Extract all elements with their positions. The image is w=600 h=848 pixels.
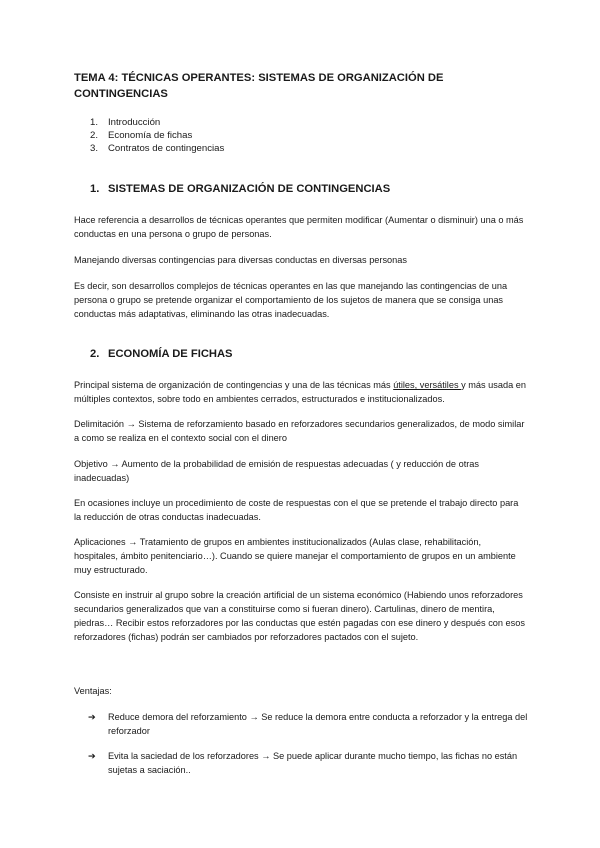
paragraph-text: y más usada en múltiples contextos, sobre todo en ambientes cerrados, estructurados e institucionalizados.	[74, 380, 526, 404]
toc-item-number: 1.	[90, 117, 99, 128]
arrow-bullet-icon: ➔	[88, 712, 96, 722]
toc-item-number: 2.	[90, 130, 99, 141]
paragraph-text: Principal sistema de organización de contingencias y una de las técnicas más	[74, 380, 394, 390]
section-2-paragraph: Aplicaciones → Tratamiento de grupos en ambientes institucionalizados (Aulas clase, rehabilitación, hospitales, ámbito penitenciario…). Cuando se quiere manejar el comportamiento de grupos en un ambiente muy estructurado.	[74, 537, 516, 575]
list-item-text: Reduce demora del reforzamiento → Se reduce la demora entre conducta a reforzador y la entrega del reforzador	[108, 712, 528, 736]
toc-item-label: Economía de fichas	[108, 130, 193, 141]
section-2-paragraph	[74, 378, 526, 406]
section-1-paragraph: Es decir, son desarrollos complejos de técnicas operantes en las que manejando las contingencias de una persona o grupo se pretende organizar el comportamiento de los sujetos de manera que se consiga unas conductas más adaptativas, eliminando las otras inadecuadas.	[74, 281, 508, 319]
section-1-title: SISTEMAS DE ORGANIZACIÓN DE CONTINGENCIAS	[108, 183, 391, 195]
section-2-paragraph: Consiste en instruir al grupo sobre la creación artificial de un sistema económico (Habiendo unos reforzadores secundarios generalizados que van a constituirse como si fueran dinero). Cartulinas, dinero de mentira, piedras… Recibir estos reforzadores por las conductas que estén pagadas con ese dinero y después con esos reforzadores (fichas) podrán ser cambiados por reforzadores pactados con el sujeto.	[74, 590, 525, 642]
section-1-paragraph: Hace referencia a desarrollos de técnicas operantes que permiten modificar (Aumentar o disminuir) una o más conductas en una persona o grupo de personas.	[74, 215, 524, 239]
underlined-text: útiles, versátiles	[393, 380, 462, 390]
section-2-heading	[90, 348, 233, 360]
section-1-heading	[90, 183, 390, 195]
document-title: TEMA 4: TÉCNICAS OPERANTES: SISTEMAS DE ORGANIZACIÓN DE CONTINGENCIAS	[74, 72, 444, 100]
list-item	[88, 749, 528, 777]
arrow-bullet-icon: ➔	[88, 751, 96, 761]
toc-item	[90, 116, 224, 129]
toc-item	[90, 142, 224, 155]
toc-item	[90, 129, 224, 142]
toc-item-number: 3.	[90, 143, 99, 154]
section-2-paragraph: En ocasiones incluye un procedimiento de coste de respuestas con el que se pretende el trabajo directo para la reducción de otras conductas inadecuadas.	[74, 498, 519, 522]
section-2-paragraph: Delimitación → Sistema de reforzamiento basado en reforzadores secundarios generalizados, de modo similar a como se realiza en el contexto social con el dinero	[74, 419, 525, 443]
toc-item-label: Introducción	[108, 117, 161, 128]
list-item	[88, 710, 528, 738]
section-2-paragraph: Objetivo → Aumento de la probabilidad de emisión de respuestas adecuadas ( y reducción de otras inadecuadas)	[74, 459, 480, 483]
list-item-text: Evita la saciedad de los reforzadores → Se puede aplicar durante mucho tiempo, las fichas no están sujetas a saciación..	[108, 751, 518, 775]
toc-item-label: Contratos de contingencias	[108, 143, 225, 154]
ventajas-label: Ventajas:	[74, 686, 112, 696]
section-1-paragraph: Manejando diversas contingencias para diversas conductas en diversas personas	[74, 255, 407, 265]
section-1-number: 1.	[90, 183, 100, 195]
section-2-number: 2.	[90, 348, 100, 360]
section-2-title: ECONOMÍA DE FICHAS	[108, 348, 233, 360]
table-of-contents	[90, 116, 224, 155]
